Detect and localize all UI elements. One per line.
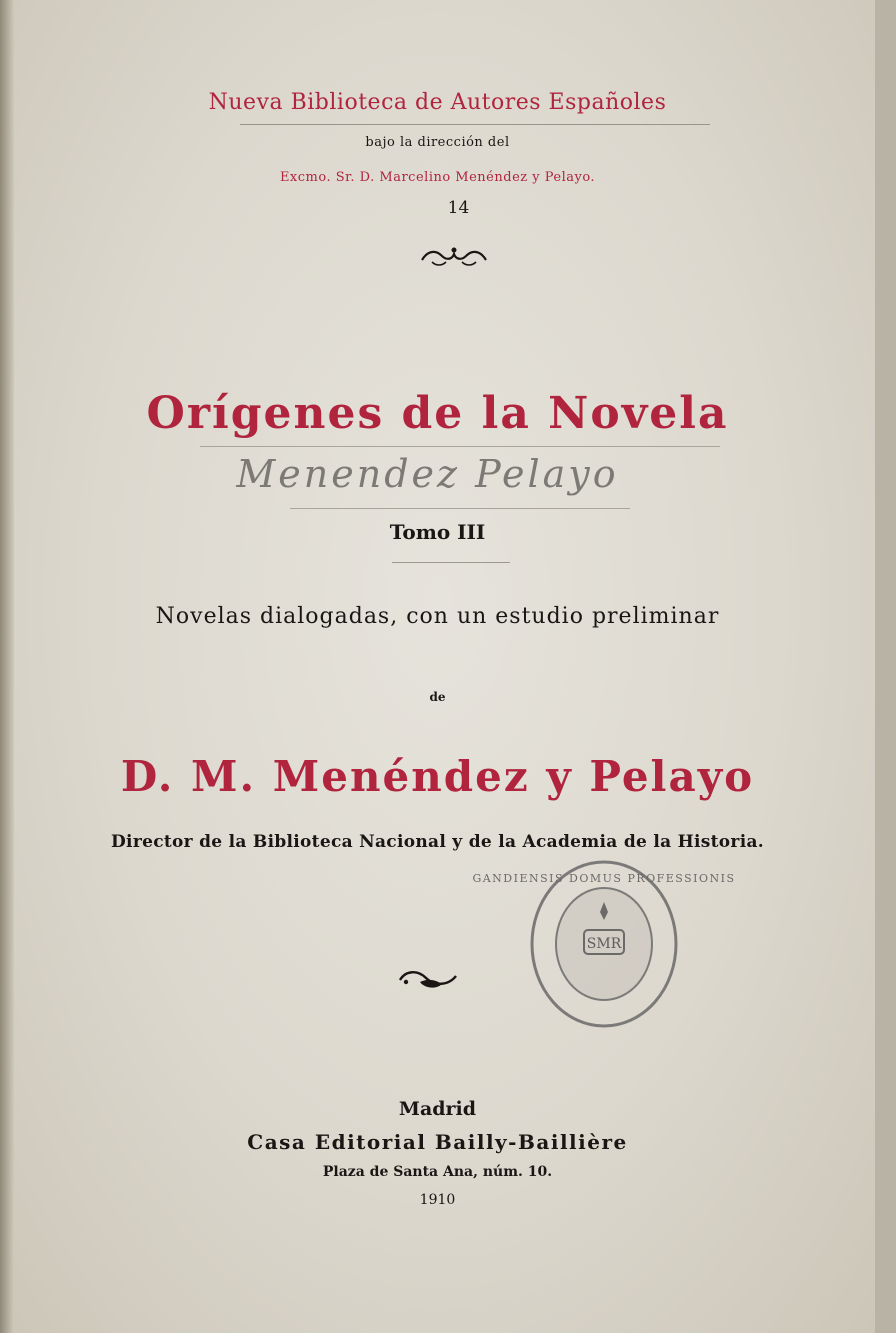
author-name: D. M. Menéndez y Pelayo: [120, 752, 755, 801]
year: 1910: [419, 1192, 456, 1208]
city: Madrid: [398, 1098, 477, 1120]
handwritten-note: Menendez Pelayo: [236, 452, 619, 496]
author-position: Director de la Biblioteca Nacional y de la Academia de la Historia.: [111, 832, 764, 852]
stamp-outer-text: GANDIENSIS DOMUS PROFESSIONIS: [472, 872, 736, 885]
library-stamp: [472, 858, 736, 1030]
ornament-fish-icon: [392, 966, 462, 992]
series-rule: [240, 124, 710, 125]
stamp-center-text: SMR: [586, 936, 622, 952]
editor-line: Excmo. Sr. D. Marcelino Menéndez y Pelayo.: [279, 170, 596, 185]
ornament-flourish-icon: [418, 242, 490, 270]
by-line: de: [429, 690, 446, 704]
title-rule: [200, 446, 720, 447]
series-title: Nueva Biblioteca de Autores Españoles: [208, 90, 667, 115]
subtitle: Novelas dialogadas, con un estudio preliminar: [155, 604, 720, 629]
volume-label: Tomo III: [389, 520, 486, 544]
publisher: Casa Editorial Bailly-Baillière: [247, 1130, 628, 1154]
address: Plaza de Santa Ana, núm. 10.: [322, 1164, 553, 1180]
handwritten-underline: [290, 508, 630, 509]
book-title: Orígenes de la Novela: [146, 388, 729, 439]
volume-rule: [392, 562, 510, 563]
volume-number: 14: [447, 198, 470, 218]
direction-line: bajo la dirección del: [365, 135, 510, 150]
